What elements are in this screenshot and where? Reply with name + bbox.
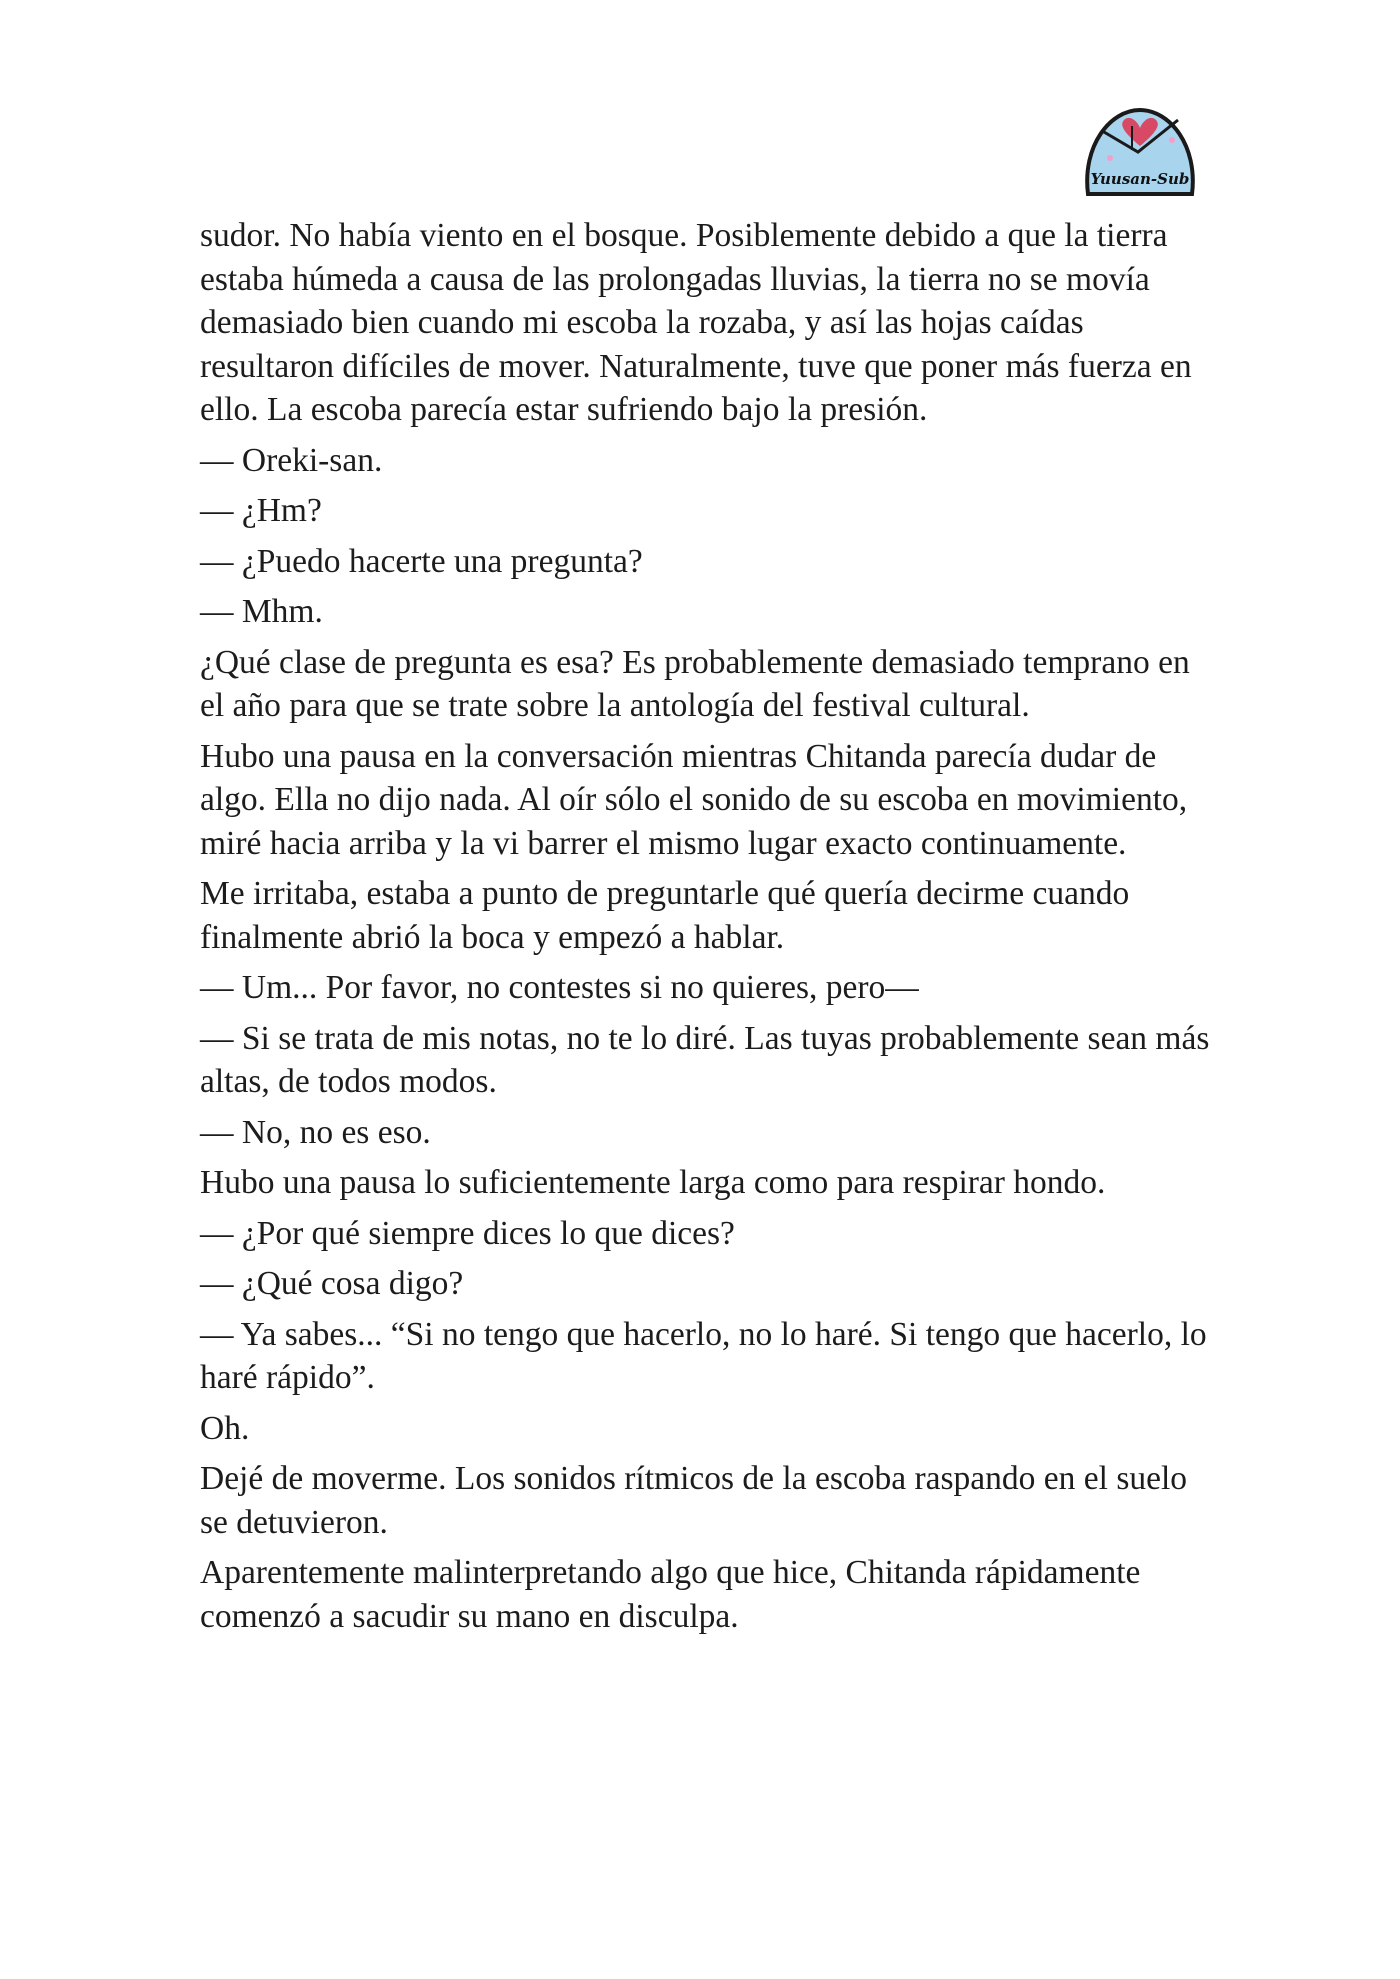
paragraph: Dejé de moverme. Los sonidos rítmicos de la escoba raspando en el suelo se detuvieron. [200, 1460, 1188, 1541]
paragraph: sudor. No había viento en el bosque. Posiblemente debido a que la tierra estaba húmeda a causa de las prolongadas lluvias, la tierra no se movía demasiado bien cuando mi escoba la rozaba, y así las hojas caídas resultaron difíciles de mover. Naturalmente, tuve que poner más fuerza en ello. La escoba parecía estar sufriendo bajo la presión. [200, 217, 1192, 428]
paragraph: Hubo una pausa lo suficientemente larga como para respirar hondo. [200, 1164, 1106, 1201]
dialogue-line: — ¿Qué cosa digo? [200, 1265, 464, 1302]
dialogue-line: — ¿Hm? [200, 492, 322, 529]
dialogue-line: — ¿Por qué siempre dices lo que dices? [200, 1214, 735, 1252]
dialogue-line: — No, no es eso. [200, 1113, 431, 1151]
dialogue-line: — Ya sabes... “Si no tengo que hacerlo, no lo haré. Si tengo que hacerlo, lo haré rápido”. [200, 1315, 1207, 1396]
paragraph: Me irritaba, estaba a punto de preguntarle qué quería decirme cuando finalmente abrió la boca y empezó a hablar. [200, 875, 1130, 956]
dialogue-line: — Oreki-san. [200, 441, 383, 479]
dialogue-line: — ¿Puedo hacerte una pregunta? [200, 542, 643, 580]
page-text [200, 214, 1210, 1645]
dialogue-line: — Mhm. [200, 593, 323, 630]
logo-badge-icon [1080, 106, 1200, 202]
dialogue-line: — Si se trata de mis notas, no te lo diré. Las tuyas probablemente sean más altas, de todos modos. [200, 1019, 1210, 1100]
dialogue-line: — Um... Por favor, no contestes si no quieres, pero— [200, 969, 919, 1006]
paragraph: ¿Qué clase de pregunta es esa? Es probablemente demasiado temprano en el año para que se trate sobre la antología del festival cultural. [200, 643, 1190, 724]
paragraph: Aparentemente malinterpretando algo que hice, Chitanda rápidamente comenzó a sacudir su mano en disculpa. [200, 1554, 1141, 1635]
paragraph: Oh. [200, 1409, 250, 1447]
logo-text: Yuusan-Sub [1090, 170, 1190, 188]
yuusan-sub-logo [1080, 106, 1200, 202]
paragraph: Hubo una pausa en la conversación mientras Chitanda parecía dudar de algo. Ella no dijo nada. Al oír sólo el sonido de su escoba en movimiento, miré hacia arriba y la vi barrer el mismo lugar exacto continuamente. [200, 737, 1188, 862]
